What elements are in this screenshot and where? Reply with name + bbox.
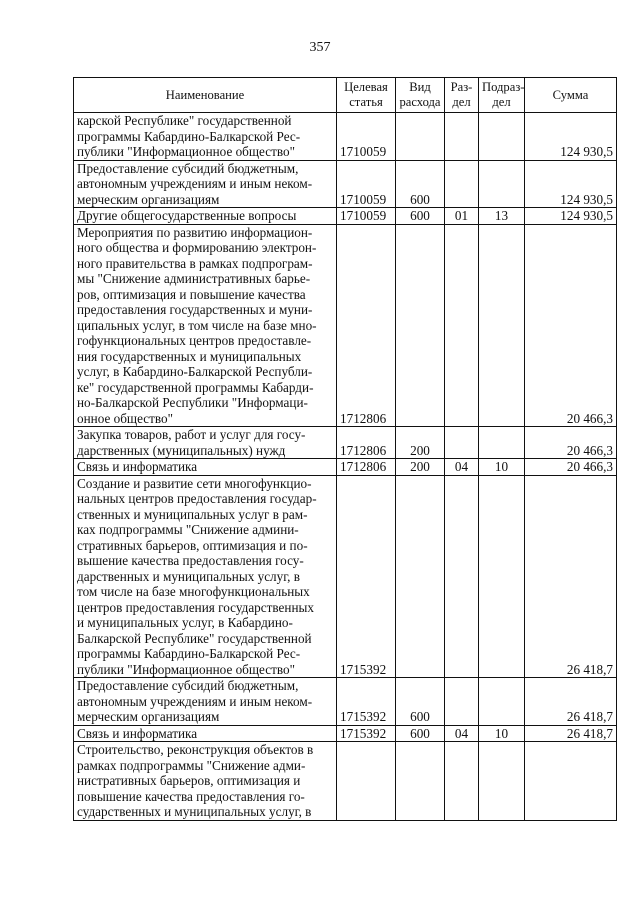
row-name-line: повышение качества предоставления го- bbox=[77, 788, 305, 804]
row-name-line: Создание и развитие сети многофункцио- bbox=[77, 475, 312, 491]
row-expense-type bbox=[396, 224, 445, 427]
row-target-article: 1712806 bbox=[337, 224, 396, 427]
row-name-line: ственных и муниципальных услуг в рам- bbox=[77, 506, 308, 522]
row-name-line: сударственных и муниципальных услуг, в bbox=[77, 804, 312, 819]
row-section bbox=[445, 742, 479, 821]
table-body bbox=[74, 113, 617, 821]
row-name-line: автономным учреждениям и иным неком- bbox=[77, 693, 313, 709]
header-subsection bbox=[479, 78, 525, 113]
row-name-line: и муниципальных услуг, в Кабардино- bbox=[77, 615, 293, 630]
row-name-line: Другие общегосударственные вопросы bbox=[77, 208, 297, 223]
table-header-row bbox=[74, 78, 617, 113]
table-row bbox=[74, 678, 617, 726]
row-name-cell bbox=[74, 224, 337, 427]
row-name-cell bbox=[74, 678, 337, 726]
table-row bbox=[74, 224, 617, 427]
row-name-line: ке" государственной программы Кабарди- bbox=[77, 379, 314, 395]
row-subsection: 10 bbox=[479, 725, 525, 742]
header-name: Наименование bbox=[74, 78, 337, 113]
row-sum: 20 466,3 bbox=[525, 224, 617, 427]
row-expense-type bbox=[396, 113, 445, 161]
row-target-article: 1715392 bbox=[337, 475, 396, 678]
row-name-cell bbox=[74, 160, 337, 208]
row-subsection bbox=[479, 742, 525, 821]
row-name-line: онное общество" bbox=[77, 410, 173, 426]
row-sum: 20 466,3 bbox=[525, 427, 617, 459]
row-expense-type: 200 bbox=[396, 427, 445, 459]
row-section bbox=[445, 113, 479, 161]
row-name-line: ров, оптимизация и повышение качества bbox=[77, 286, 306, 302]
budget-table bbox=[73, 77, 617, 821]
row-subsection bbox=[479, 475, 525, 678]
row-target-article: 1710059 bbox=[337, 113, 396, 161]
row-section: 04 bbox=[445, 459, 479, 476]
row-sum: 124 930,5 bbox=[525, 208, 617, 225]
table-row bbox=[74, 113, 617, 161]
row-name-line: рамках подпрограммы "Снижение адми- bbox=[77, 757, 306, 773]
header-target-article-line1: Целевая bbox=[344, 80, 388, 94]
row-name-line: публики "Информационное общество" bbox=[77, 144, 295, 159]
header-section-line2: дел bbox=[452, 95, 471, 109]
row-name-line: мы "Снижение административных барье- bbox=[77, 271, 311, 286]
row-name-line: том числе на базе многофункциональных bbox=[77, 584, 310, 599]
row-sum: 20 466,3 bbox=[525, 459, 617, 476]
row-name-line: дарственных (муниципальных) нужд bbox=[77, 442, 286, 458]
row-expense-type: 600 bbox=[396, 725, 445, 742]
row-name-line: Предоставление субсидий бюджетным, bbox=[77, 160, 299, 176]
row-name-line: Связь и информатика bbox=[77, 459, 198, 474]
row-subsection: 13 bbox=[479, 208, 525, 225]
row-name-line: публики "Информационное общество" bbox=[77, 661, 295, 677]
row-target-article bbox=[337, 742, 396, 821]
row-section bbox=[445, 224, 479, 427]
row-name-cell bbox=[74, 427, 337, 459]
row-name-line: программы Кабардино-Балкарской Рес- bbox=[77, 646, 301, 661]
row-subsection bbox=[479, 113, 525, 161]
row-name-line: ного общества и формированию электрон- bbox=[77, 240, 317, 255]
row-sum: 26 418,7 bbox=[525, 678, 617, 726]
table-row bbox=[74, 160, 617, 208]
row-name-line: мерческим организациям bbox=[77, 191, 220, 207]
row-name-cell bbox=[74, 742, 337, 821]
header-expense-type bbox=[396, 78, 445, 113]
row-expense-type bbox=[396, 475, 445, 678]
row-name-cell bbox=[74, 113, 337, 161]
row-section: 01 bbox=[445, 208, 479, 225]
row-expense-type: 600 bbox=[396, 160, 445, 208]
header-subsection-line1: Подраз- bbox=[482, 80, 525, 94]
row-name-cell bbox=[74, 725, 337, 742]
row-name-line: услуг, в Кабардино-Балкарской Республи- bbox=[77, 364, 313, 379]
row-section bbox=[445, 160, 479, 208]
row-name-line: автономным учреждениям и иным неком- bbox=[77, 176, 313, 191]
row-name-cell bbox=[74, 459, 337, 476]
header-section bbox=[445, 78, 479, 113]
row-name-line: предоставления государственных и муни- bbox=[77, 302, 313, 317]
row-target-article: 1710059 bbox=[337, 160, 396, 208]
row-sum bbox=[525, 742, 617, 821]
header-target-article-line2: статья bbox=[349, 95, 383, 109]
row-target-article: 1715392 bbox=[337, 678, 396, 726]
row-subsection bbox=[479, 224, 525, 427]
table-row bbox=[74, 725, 617, 742]
header-section-line1: Раз- bbox=[450, 80, 473, 94]
row-name-line: Связь и информатика bbox=[77, 725, 198, 741]
row-expense-type: 200 bbox=[396, 459, 445, 476]
row-target-article: 1712806 bbox=[337, 427, 396, 459]
header-expense-type-line1: Вид bbox=[409, 80, 431, 94]
row-name-line: Балкарской Республике" государственной bbox=[77, 630, 312, 646]
row-name-line: ния государственных и муниципальных bbox=[77, 348, 302, 364]
table-row bbox=[74, 427, 617, 459]
row-name-line: гофункциональных центров предоставле- bbox=[77, 333, 312, 348]
row-target-article: 1712806 bbox=[337, 459, 396, 476]
row-expense-type bbox=[396, 742, 445, 821]
row-subsection: 10 bbox=[479, 459, 525, 476]
row-name-line: ципальных услуг, в том числе на базе мно- bbox=[77, 317, 317, 333]
row-target-article: 1715392 bbox=[337, 725, 396, 742]
row-sum: 26 418,7 bbox=[525, 725, 617, 742]
row-name-line: Строительство, реконструкция объектов в bbox=[77, 742, 314, 757]
row-section: 04 bbox=[445, 725, 479, 742]
row-name-line: Предоставление субсидий бюджетным, bbox=[77, 678, 299, 693]
header-expense-type-line2: расхода bbox=[399, 95, 441, 109]
row-name-line: нальных центров предоставления государ- bbox=[77, 491, 317, 506]
page-number: 357 bbox=[309, 40, 331, 55]
row-name-cell bbox=[74, 208, 337, 225]
row-subsection bbox=[479, 678, 525, 726]
row-name-line: ного правительства в рамках подпрограм- bbox=[77, 255, 313, 271]
row-name-line: мерческим организациям bbox=[77, 709, 220, 724]
row-name-line: но-Балкарской Республики "Информаци- bbox=[77, 395, 308, 410]
header-subsection-line2: дел bbox=[492, 95, 511, 109]
row-name-line: центров предоставления государственных bbox=[77, 599, 314, 615]
header-sum: Сумма bbox=[525, 78, 617, 113]
row-target-article: 1710059 bbox=[337, 208, 396, 225]
row-subsection bbox=[479, 160, 525, 208]
row-name-line: стративных барьеров, оптимизация и по- bbox=[77, 537, 308, 553]
row-sum: 124 930,5 bbox=[525, 113, 617, 161]
table-row bbox=[74, 208, 617, 225]
row-expense-type: 600 bbox=[396, 208, 445, 225]
row-name-line: нистративных барьеров, оптимизация и bbox=[77, 773, 301, 788]
header-target-article bbox=[337, 78, 396, 113]
row-section bbox=[445, 427, 479, 459]
row-sum: 124 930,5 bbox=[525, 160, 617, 208]
table-row bbox=[74, 459, 617, 476]
row-sum: 26 418,7 bbox=[525, 475, 617, 678]
row-name-line: программы Кабардино-Балкарской Рес- bbox=[77, 128, 301, 144]
row-expense-type: 600 bbox=[396, 678, 445, 726]
table-row bbox=[74, 475, 617, 678]
row-name-cell bbox=[74, 475, 337, 678]
table-row bbox=[74, 742, 617, 821]
row-name-line: ках подпрограммы "Снижение админи- bbox=[77, 522, 299, 537]
row-name-line: Мероприятия по развитию информацион- bbox=[77, 224, 313, 240]
row-name-line: карской Республике" государственной bbox=[77, 113, 292, 128]
row-name-line: дарственных и муниципальных услуг, в bbox=[77, 568, 300, 584]
row-name-line: Закупка товаров, работ и услуг для госу- bbox=[77, 427, 306, 442]
row-name-line: вышение качества предоставления госу- bbox=[77, 553, 304, 568]
row-subsection bbox=[479, 427, 525, 459]
row-section bbox=[445, 678, 479, 726]
row-section bbox=[445, 475, 479, 678]
